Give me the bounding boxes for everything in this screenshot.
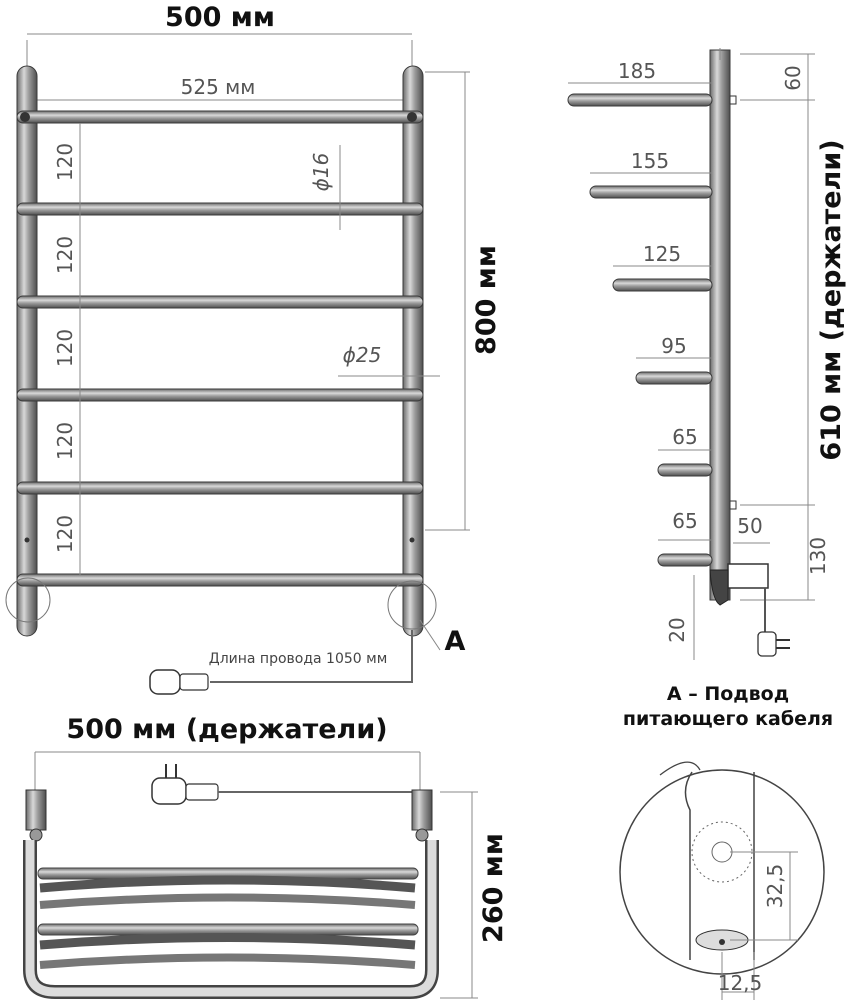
side-bar [590,186,712,198]
spacing-label: 120 [53,142,77,182]
spacing-label: 120 [53,514,77,554]
post-cap [30,829,42,841]
horizontal-bar [17,389,423,401]
side-bar [658,554,712,566]
diameter-16-label: ϕ16 [309,152,333,192]
side-pole [710,50,730,600]
top-depth-label: 260 мм [478,833,509,943]
detail-bar-edge [660,762,700,775]
bottom-offset-label: 130 [806,536,830,576]
detail-a [620,683,833,1000]
holder-height-label: 610 мм (держатели) [816,139,847,461]
left-vertical-tube [17,66,37,636]
u-rail-highlight [30,840,432,992]
bolt-icon [407,112,417,122]
front-width-label: 500 мм [165,2,275,33]
diameter-25-label: ϕ25 [342,343,382,367]
plug-grip [180,674,208,690]
spacing-label: 120 [53,421,77,461]
detail-cable-entry [719,939,725,945]
detail-offset-label: 12,5 [717,971,763,995]
cable-length-label: Длина провода 1050 мм [208,651,388,667]
bar-depth-label: 65 [672,509,698,533]
heater-box [728,564,768,588]
detail-hole-inner [712,842,732,862]
plug-icon [758,632,776,656]
horizontal-bar [17,111,423,123]
top-view [26,714,509,998]
top-post [26,790,46,830]
plug-offset-label: 20 [665,617,689,643]
bolt-icon [25,538,30,543]
bar-depth-label: 95 [661,334,687,358]
top-bar [40,958,415,966]
top-bar [40,898,415,906]
top-bar [40,880,415,888]
side-view [568,48,847,660]
top-post [412,790,432,830]
detail-title-line1: A – Подвод [666,683,790,705]
plug-grip [186,784,218,800]
top-offset-label: 60 [781,65,805,91]
detail-title-line2: питающего кабеля [622,708,834,730]
plug-icon [152,778,186,804]
detail-height-label: 32,5 [763,863,787,909]
bar-depth-label: 65 [672,425,698,449]
top-width-label: 500 мм (держатели) [66,714,388,745]
u-rail [30,840,432,992]
bar-depth-label: 155 [630,149,670,173]
spacing-label: 120 [53,328,77,368]
holder-bracket [730,501,736,509]
bolt-icon [410,538,415,543]
horizontal-bar [17,296,423,308]
plug-icon [150,670,180,694]
callout-a: A [444,626,466,657]
spacing-label: 120 [53,235,77,275]
side-bar [568,94,712,106]
front-height-label: 800 мм [471,245,502,355]
side-bar [658,464,712,476]
post-cap [416,829,428,841]
bar-depth-label: 185 [617,59,657,83]
box-width-label: 50 [737,514,763,538]
horizontal-bar [17,482,423,494]
top-bar [40,938,415,946]
horizontal-bar [17,203,423,215]
callout-leader [420,620,440,650]
front-view [6,2,502,694]
side-bar [613,279,712,291]
front-inner-width-label: 525 мм [180,75,256,99]
side-bar [636,372,712,384]
right-vertical-tube [403,66,423,636]
horizontal-bar [17,574,423,586]
bar-depth-label: 125 [642,242,682,266]
bolt-icon [20,112,30,122]
holder-bracket [730,96,736,104]
